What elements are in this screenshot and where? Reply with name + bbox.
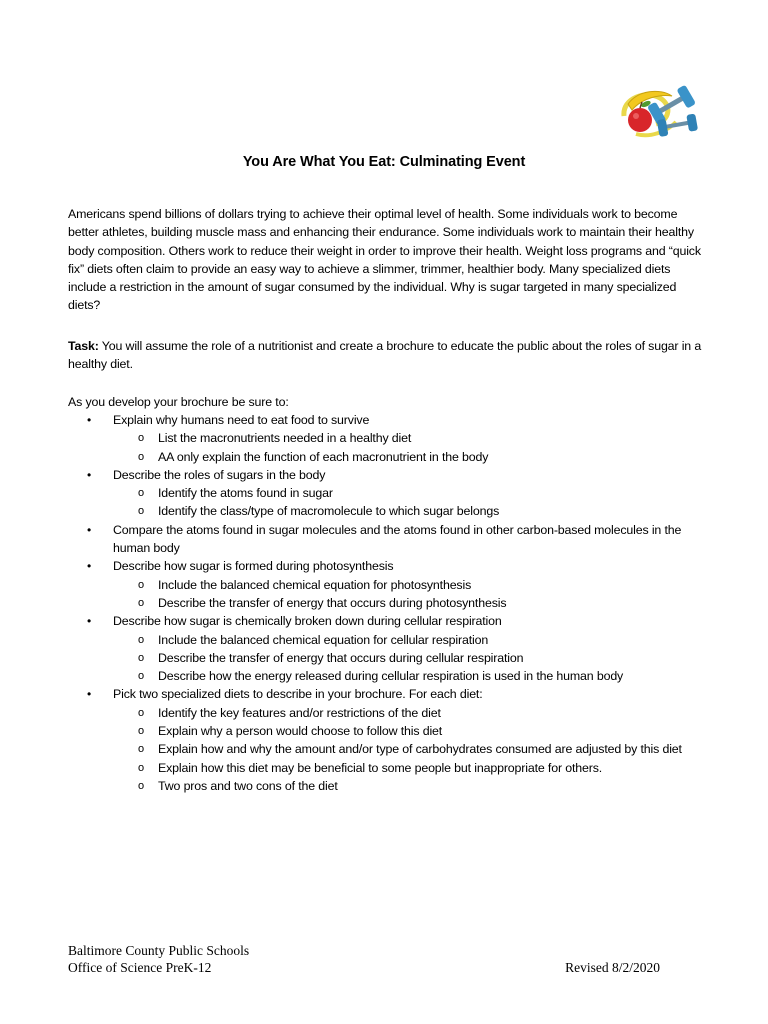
sub-checklist-item-text: Identify the atoms found in sugar xyxy=(158,486,333,501)
circle-bullet-icon: o xyxy=(138,743,144,756)
sub-checklist-item xyxy=(113,484,708,502)
sub-checklist xyxy=(113,429,708,466)
circle-bullet-icon: o xyxy=(138,432,144,445)
circle-bullet-icon: o xyxy=(138,450,144,463)
sub-checklist xyxy=(113,484,708,521)
sub-checklist-item-text: Identify the class/type of macromolecule to which sugar belongs xyxy=(158,504,500,519)
sub-checklist-item-text: Describe how the energy released during cellular respiration is used in the human body xyxy=(158,669,624,684)
checklist-lead: As you develop your brochure be sure to: xyxy=(68,395,289,409)
sub-checklist-item-text: Include the balanced chemical equation for photosynthesis xyxy=(158,577,472,592)
intro-paragraph: Americans spend billions of dollars trying to achieve their optimal level of health. Some individuals work to become better athletes, building muscle mass and enhancing their endurance. Some individuals work to maintain their healthy body composition. Others work to reduce their weight in order to improve their health. Weight loss programs and “quick fix” diets often claim to provide an easy way to achieve a slimmer, trimmer, healthier body. Many specialized diets include a restriction in the amount of sugar consumed by the individual. Why is sugar targeted in many specialized diets? xyxy=(68,207,701,313)
circle-bullet-icon: o xyxy=(138,761,144,774)
bullet-icon: • xyxy=(87,467,92,482)
sub-checklist-item xyxy=(113,594,708,612)
sub-checklist-item xyxy=(113,631,708,649)
sub-checklist-item-text: List the macronutrients needed in a healthy diet xyxy=(158,431,412,446)
sub-checklist-item-text: Two pros and two cons of the diet xyxy=(158,778,338,793)
task-text: You will assume the role of a nutritionist and create a brochure to educate the public about the roles of sugar in a healthy diet. xyxy=(68,339,702,372)
checklist-item-text: Describe how sugar is chemically broken down during cellular respiration xyxy=(113,614,502,629)
sub-checklist-item xyxy=(113,649,708,667)
sub-checklist-item xyxy=(113,722,708,740)
checklist-item xyxy=(68,685,708,795)
circle-bullet-icon: o xyxy=(138,505,144,518)
task-label: Task: xyxy=(68,339,99,353)
sub-checklist-item-text: AA only explain the function of each macronutrient in the body xyxy=(158,449,489,464)
bullet-icon: • xyxy=(87,413,92,427)
task-paragraph xyxy=(68,337,708,374)
bullet-icon: • xyxy=(87,614,92,629)
checklist-item-text: Explain why humans need to eat food to survive xyxy=(113,413,370,427)
checklist-item-text: Describe how sugar is formed during photosynthesis xyxy=(113,559,394,574)
circle-bullet-icon: o xyxy=(138,725,144,738)
circle-bullet-icon: o xyxy=(138,779,144,792)
sub-checklist-item xyxy=(113,429,708,447)
sub-checklist xyxy=(113,631,708,686)
sub-checklist-item xyxy=(113,759,708,777)
checklist-item xyxy=(68,466,708,521)
bullet-icon: • xyxy=(87,559,92,574)
sub-checklist-item-text: Include the balanced chemical equation for cellular respiration xyxy=(158,632,489,647)
footer-revised-date: Revised 8/2/2020 xyxy=(565,960,660,975)
apple-dumbbell-tape-icon xyxy=(616,76,704,146)
checklist-item xyxy=(68,612,708,685)
sub-checklist-item-text: Explain how this diet may be beneficial to some people but inappropriate for others. xyxy=(158,760,603,775)
checklist-item xyxy=(68,521,708,558)
bullet-icon: • xyxy=(87,522,92,537)
sub-checklist-item-text: Explain why a person would choose to follow this diet xyxy=(158,724,443,739)
footer-office: Office of Science PreK-12 xyxy=(68,960,212,975)
checklist-item-text: Pick two specialized diets to describe in your brochure. For each diet: xyxy=(113,687,483,702)
sub-checklist-item-text: Describe the transfer of energy that occurs during photosynthesis xyxy=(158,595,507,610)
sub-checklist-item xyxy=(113,704,708,722)
sub-checklist xyxy=(113,704,708,795)
footer-org: Baltimore County Public Schools xyxy=(68,943,250,958)
circle-bullet-icon: o xyxy=(138,633,144,646)
checklist-item-text: Compare the atoms found in sugar molecules and the atoms found in other carbon-based molecules in the human body xyxy=(113,522,682,556)
sub-checklist-item xyxy=(113,448,708,466)
footer xyxy=(68,942,660,976)
circle-bullet-icon: o xyxy=(138,596,144,609)
sub-checklist-item-text: Describe the transfer of energy that occurs during cellular respiration xyxy=(158,650,524,665)
sub-checklist-item xyxy=(113,576,708,594)
sub-checklist-item xyxy=(113,667,708,685)
page-title: You Are What You Eat: Culminating Event xyxy=(242,154,526,170)
checklist-item xyxy=(68,411,708,466)
sub-checklist xyxy=(113,576,708,613)
sub-checklist-item-text: Identify the key features and/or restrictions of the diet xyxy=(158,705,441,720)
sub-checklist-item xyxy=(113,777,708,795)
sub-checklist-item xyxy=(113,740,708,758)
circle-bullet-icon: o xyxy=(138,706,144,719)
checklist-item xyxy=(68,557,708,612)
circle-bullet-icon: o xyxy=(138,670,144,683)
sub-checklist-item-text: Explain how and why the amount and/or type of carbohydrates consumed are adjusted by this diet xyxy=(158,742,682,757)
checklist-item-text: Describe the roles of sugars in the body xyxy=(113,467,326,482)
circle-bullet-icon: o xyxy=(138,651,144,664)
circle-bullet-icon: o xyxy=(138,578,144,591)
circle-bullet-icon: o xyxy=(138,487,144,500)
sub-checklist-item xyxy=(113,502,708,520)
bullet-icon: • xyxy=(87,687,92,702)
checklist xyxy=(68,411,708,795)
